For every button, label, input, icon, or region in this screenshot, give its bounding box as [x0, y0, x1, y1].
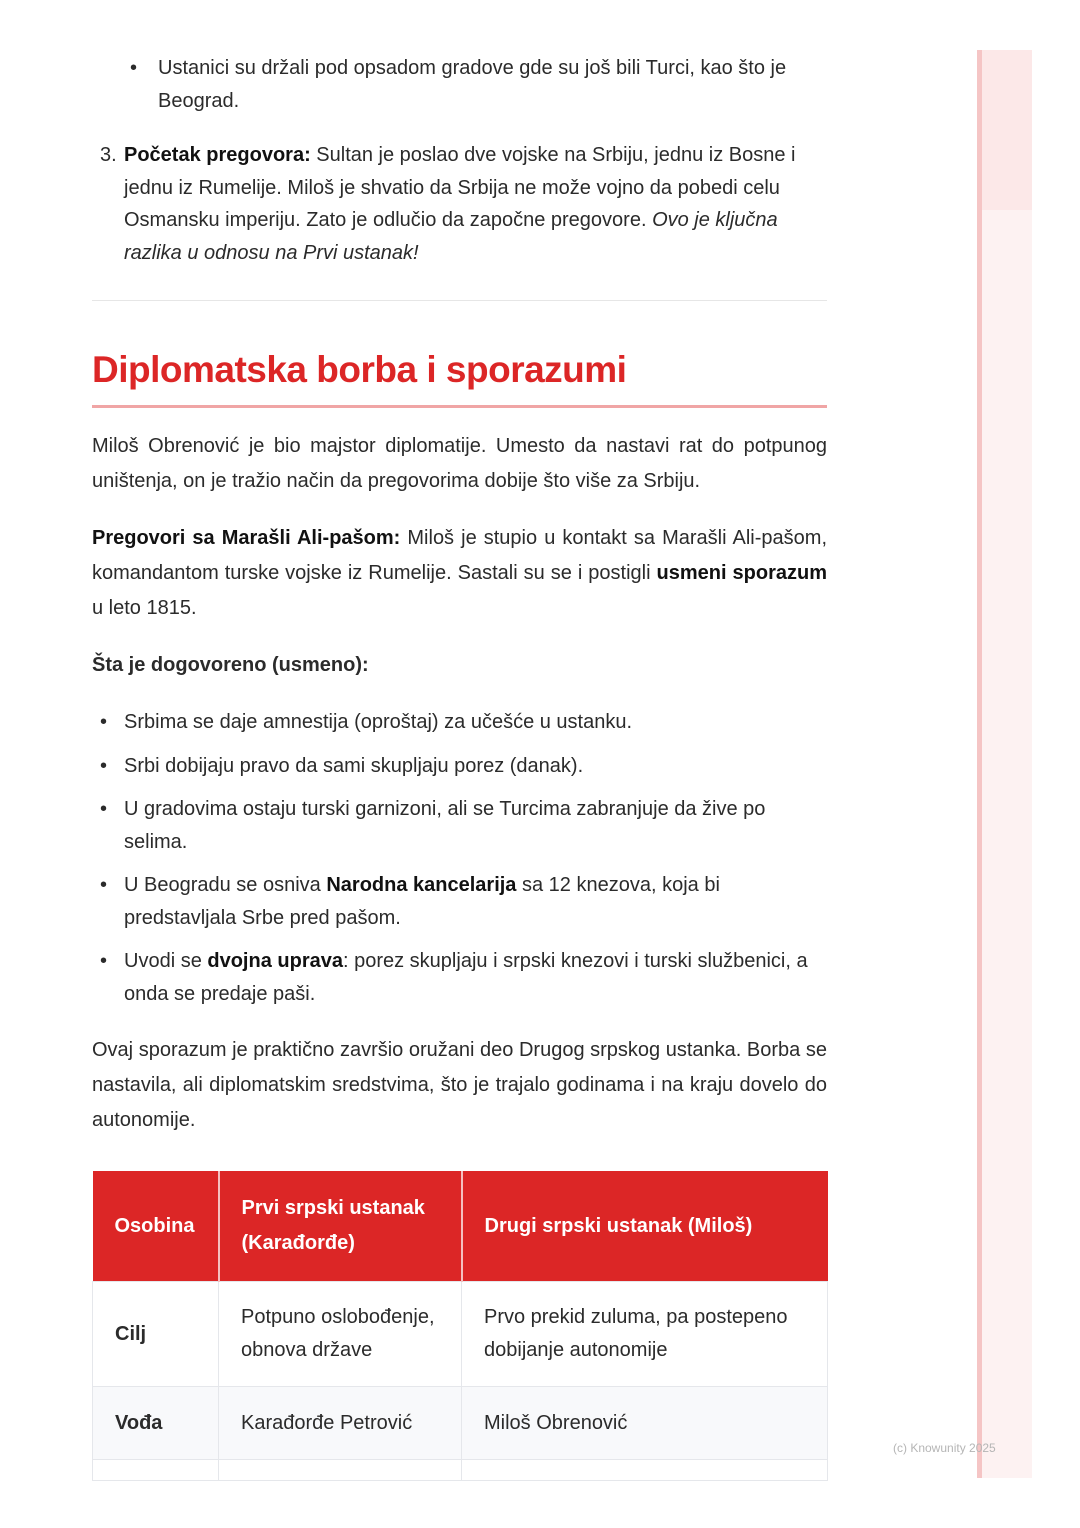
list-item-text: Uvodi se — [124, 950, 208, 972]
list-item-body: Sultan je poslao dve vojske na Srbiju, jednu iz Bosne i jednu iz Rumelije. Miloš je shvatio da Srbija ne može vojno da pobedi celu Osmansku imperiju. Zato je odlučio da započne pregovore. — [124, 144, 796, 231]
list-item-text: Srbima se daje amnestija (oproštaj) za učešće u ustanku. — [124, 711, 633, 733]
list-item-text: U gradovima ostaju turski garnizoni, ali se Turcima zabranjuje da žive po selima. — [124, 798, 766, 853]
negotiations-bold-term: usmeni sporazum — [656, 562, 827, 584]
intro-paragraph: Miloš Obrenović je bio majstor diplomatije. Umesto da nastavi rat do potpunog uništenja, on je tražio način da pregovorima dobije što više za Srbiju. — [92, 435, 827, 492]
table-header-cell: Osobina — [93, 1171, 219, 1282]
list-number: 3. — [100, 144, 117, 166]
comparison-table — [92, 1171, 828, 1481]
table-cell: Miloš Obrenović — [462, 1387, 828, 1460]
table-cell: Vođa — [93, 1387, 219, 1460]
conclusion-paragraph: Ovaj sporazum je praktično završio oružani deo Drugog srpskog ustanka. Borba se nastavila, ali diplomatskim sredstvima, što je trajalo godinama i na kraju dovelo do autonomije. — [92, 1039, 827, 1131]
negotiations-label: Pregovori sa Marašli Ali-pašom: — [92, 527, 401, 549]
section-heading: Diplomatska borba i sporazumi — [92, 349, 627, 390]
bullet-list-item — [130, 52, 830, 117]
list-item-text-end: : porez skupljaju i srpski knezovi i turski službenici, a onda se predaje paši. — [124, 950, 808, 1005]
table-row — [93, 1387, 828, 1460]
margin-bar-edge — [977, 50, 982, 1478]
negotiations-text: Miloš je stupio u kontakt sa Marašli Ali-pašom, komandantom turske vojske iz Rumelije. Sastali su se i postigli — [92, 527, 827, 584]
list-item-italic: Ovo je ključna razlika u odnosu na Prvi ustanak! — [124, 209, 778, 264]
table-header-row — [93, 1171, 828, 1282]
table-cell: Prvo prekid zuluma, pa postepeno dobijanje autonomije — [462, 1282, 828, 1387]
list-item-text: Srbi dobijaju pravo da sami skupljaju porez (danak). — [124, 754, 584, 777]
numbered-list-item — [100, 139, 820, 269]
table-cell: Cilj — [93, 1282, 219, 1387]
list-item — [100, 750, 822, 783]
heading-underline — [92, 405, 827, 408]
list-item — [100, 706, 822, 739]
table-cell: Karađorđe Petrović — [219, 1387, 462, 1460]
list-item — [100, 945, 822, 1010]
list-item-text — [100, 139, 820, 269]
copyright-text: (c) Knowunity 2025 — [893, 1441, 996, 1455]
list-item-text: U Beogradu se osniva — [124, 874, 327, 896]
agreed-list — [100, 706, 822, 1021]
table-row — [93, 1282, 828, 1387]
list-item-bold: Početak pregovora: — [124, 144, 311, 166]
margin-bar-top — [977, 50, 1032, 210]
list-item — [100, 869, 822, 934]
bullet-text: • Ustanici su držali pod opsadom gradove gde su još bili Turci, kao što je Beograd. — [130, 52, 830, 117]
table-cell — [219, 1460, 462, 1481]
list-item-text-end: sa 12 knezova, koja bi predstavljala Srbe pred pašom. — [124, 874, 720, 929]
table-row — [93, 1460, 828, 1481]
negotiations-text-end: u leto 1815. — [92, 597, 197, 619]
agreed-heading: Šta je dogovoreno (usmeno): — [92, 654, 369, 676]
page-margin-bar — [977, 50, 1032, 1478]
table-cell — [93, 1460, 219, 1481]
table-cell — [462, 1460, 828, 1481]
negotiations-paragraph — [92, 521, 827, 626]
table-header-cell: Drugi srpski ustanak (Miloš) — [462, 1171, 828, 1282]
section-divider — [92, 300, 827, 301]
list-item-bold: dvojna uprava — [207, 950, 343, 972]
table-header-cell: Prvi srpski ustanak (Karađorđe) — [219, 1171, 462, 1282]
list-item — [100, 793, 822, 858]
table-cell: Potpuno oslobođenje, obnova države — [219, 1282, 462, 1387]
list-item-bold: Narodna kancelarija — [326, 874, 517, 896]
